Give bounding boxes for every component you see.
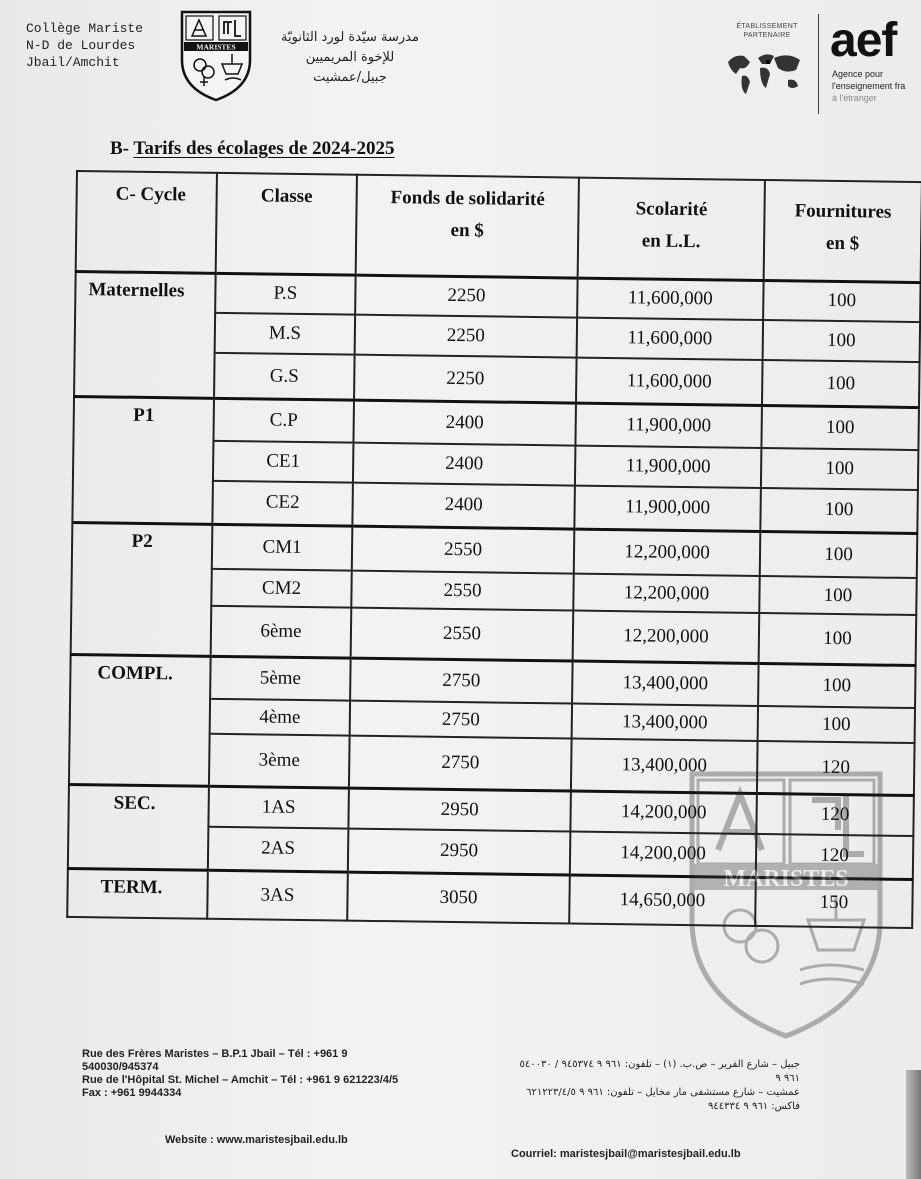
fournitures-cell: 120: [756, 834, 914, 880]
scolarite-cell: 14,200,000: [570, 791, 757, 833]
header-fournitures-line1: Fournitures: [794, 200, 892, 223]
crest-banner-text: MARISTES: [196, 42, 236, 52]
partner-badge-line: ÉTABLISSEMENT: [736, 23, 798, 30]
scolarite-cell: 11,600,000: [576, 357, 763, 406]
stamp-banner-text: MARISTES: [723, 866, 849, 892]
fonds-cell: 2400: [353, 400, 576, 445]
fournitures-cell: 150: [755, 878, 913, 928]
partner-badge-line: PARTENAIRE: [743, 32, 791, 39]
fournitures-cell: 100: [760, 532, 918, 578]
school-name-line: Collège Mariste: [26, 21, 144, 36]
footer-email: Courriel: maristesjbail@maristesjbail.edu.lb: [511, 1148, 741, 1160]
school-name-french: [26, 20, 143, 71]
header-scolarite-line1: Scolarité: [635, 198, 708, 221]
scolarite-cell: 11,900,000: [575, 403, 762, 447]
fonds-cell: 2250: [355, 315, 578, 358]
fonds-cell: 2550: [352, 526, 575, 573]
section-title-text: Tarifs des écolages de 2024-2025: [133, 138, 395, 159]
footer-address-line: 540030/945374: [82, 1061, 159, 1073]
header-classe-label: Classe: [260, 185, 313, 208]
aef-tagline-line: Agence pour: [832, 69, 884, 79]
classe-cell: 5ème: [210, 657, 351, 701]
aef-tagline-line: à l'étranger: [832, 93, 877, 103]
section-title: [110, 138, 394, 160]
header-fonds-line2: en $: [450, 219, 485, 242]
classe-cell: 6ème: [211, 606, 352, 658]
school-name-arabic: [270, 28, 430, 88]
scolarite-cell: 13,400,000: [572, 661, 759, 705]
footer-fax-arabic-line: فاكس: ٩٦١ ٩ ٩٤٤٣٣٤: [708, 1101, 800, 1112]
fonds-cell: 3050: [347, 872, 570, 923]
fournitures-cell: 100: [758, 664, 916, 708]
fonds-cell: 2750: [349, 736, 572, 791]
cycle-cell: P1: [72, 397, 214, 525]
footer-address-arabic-line: ٩٦١ ٩: [775, 1073, 800, 1084]
partner-divider: [818, 14, 819, 114]
footer-address-line: Rue de l'Hôpital St. Michel – Amchit – Tél : +961 9 621223/4/5: [82, 1074, 399, 1086]
footer-fax-line: Fax : +961 9944334: [82, 1087, 182, 1099]
scolarite-cell: 11,900,000: [574, 485, 761, 531]
school-location-line: Jbail/Amchit: [26, 55, 120, 70]
partner-badge: [722, 22, 812, 40]
aef-tagline-line: l'enseignement fra: [832, 81, 906, 91]
scolarite-cell: 13,400,000: [571, 739, 758, 794]
fonds-cell: 2550: [351, 570, 573, 611]
header-scolarite-line2: en L.L.: [641, 230, 701, 253]
fournitures-cell: 100: [763, 280, 921, 322]
header-classe: [216, 173, 357, 275]
footer-address-line: Rue des Frères Maristes – B.P.1 Jbail – Tél : +961 9: [82, 1048, 348, 1060]
cycle-cell: P2: [71, 523, 213, 657]
fournitures-cell: 100: [762, 360, 920, 408]
aef-logo: aef: [830, 14, 897, 67]
scolarite-cell: 11,600,000: [577, 278, 764, 320]
scolarite-cell: 14,650,000: [569, 875, 756, 926]
section-prefix: B-: [110, 138, 134, 159]
world-map-icon: [724, 48, 804, 100]
fournitures-cell: 100: [761, 448, 919, 490]
header-cycle: [76, 171, 217, 273]
fournitures-cell: 100: [759, 613, 917, 665]
footer-address-arabic: [470, 1058, 800, 1114]
classe-cell: 3AS: [207, 870, 348, 920]
aef-tagline: [832, 68, 921, 104]
scolarite-cell: 12,200,000: [573, 611, 760, 664]
cycle-cell: Maternelles: [74, 271, 216, 399]
fonds-cell: 2400: [353, 442, 576, 485]
scolarite-cell: 11,900,000: [575, 445, 762, 487]
footer-address-arabic-line: عمشيت – شارع مستشفى مار مخايل – تلفون: ٩٦١ ٩ ٦٢١٢٢٣/٤/٥: [526, 1087, 800, 1098]
fonds-cell: 2950: [348, 828, 571, 875]
header-scolarite: [578, 178, 765, 280]
fonds-cell: 2550: [351, 608, 574, 661]
classe-cell: 2AS: [208, 826, 349, 872]
school-location-arabic-line: جبيل/عمشيت: [313, 70, 387, 85]
scolarite-cell: 12,200,000: [573, 573, 759, 613]
scolarite-cell: 14,200,000: [570, 831, 757, 877]
header-fournitures-line2: en $: [825, 232, 860, 255]
fonds-cell: 2950: [348, 788, 571, 831]
fonds-cell: 2250: [355, 275, 578, 318]
footer-address-arabic-line: جبيل – شارع الفرير – ص.ب. (١) – تلفون: ٩٦١ ٩ ٩٤٥٣٧٤ / ٥٤٠٠٣٠: [519, 1059, 800, 1070]
header-cycle-label: C- Cycle: [115, 183, 186, 206]
fonds-cell: 2750: [350, 658, 573, 703]
fonds-cell: 2400: [352, 482, 575, 529]
header-fonds: [356, 175, 579, 278]
classe-cell: M.S: [215, 313, 356, 355]
school-crest-icon: [180, 10, 252, 102]
classe-cell: CM2: [211, 568, 351, 608]
scolarite-cell: 11,600,000: [577, 317, 764, 359]
fournitures-cell: 100: [763, 320, 921, 362]
fournitures-cell: 100: [760, 488, 918, 534]
fournitures-cell: 100: [758, 706, 915, 744]
classe-cell: CE2: [212, 480, 353, 526]
footer-address-french: [82, 1048, 402, 1100]
maristes-stamp-watermark: [688, 770, 884, 1040]
fournitures-cell: 100: [761, 406, 919, 450]
classe-cell: C.P: [213, 399, 354, 443]
scolarite-cell: 12,200,000: [574, 529, 761, 575]
cycle-cell: TERM.: [67, 869, 208, 919]
school-name-arabic-line: مدرسة سيّدة لورد الثانويّة: [281, 30, 419, 45]
classe-cell: CM1: [212, 524, 353, 570]
fournitures-cell: 120: [757, 741, 915, 795]
school-name-line: N-D de Lourdes: [26, 38, 136, 53]
page-edge-shadow: [906, 1070, 921, 1179]
fournitures-cell: 100: [759, 576, 916, 616]
cycle-cell: SEC.: [68, 785, 209, 871]
classe-cell: 3ème: [209, 734, 350, 788]
classe-cell: 1AS: [208, 787, 349, 829]
footer-website: Website : www.maristesjbail.edu.lb: [165, 1134, 348, 1146]
classe-cell: CE1: [213, 441, 354, 483]
classe-cell: G.S: [214, 353, 355, 401]
header-fonds-line1: Fonds de solidarité: [390, 187, 545, 211]
fonds-cell: 2250: [354, 354, 577, 403]
classe-cell: 4ème: [210, 698, 350, 735]
fonds-cell: 2750: [350, 700, 572, 739]
scolarite-cell: 13,400,000: [572, 703, 758, 741]
school-name-arabic-line: للإخوة المريميين: [305, 50, 395, 65]
fournitures-cell: 120: [756, 794, 914, 836]
header-fournitures: [764, 180, 921, 282]
cycle-cell: COMPL.: [69, 655, 211, 787]
classe-cell: P.S: [215, 273, 356, 315]
